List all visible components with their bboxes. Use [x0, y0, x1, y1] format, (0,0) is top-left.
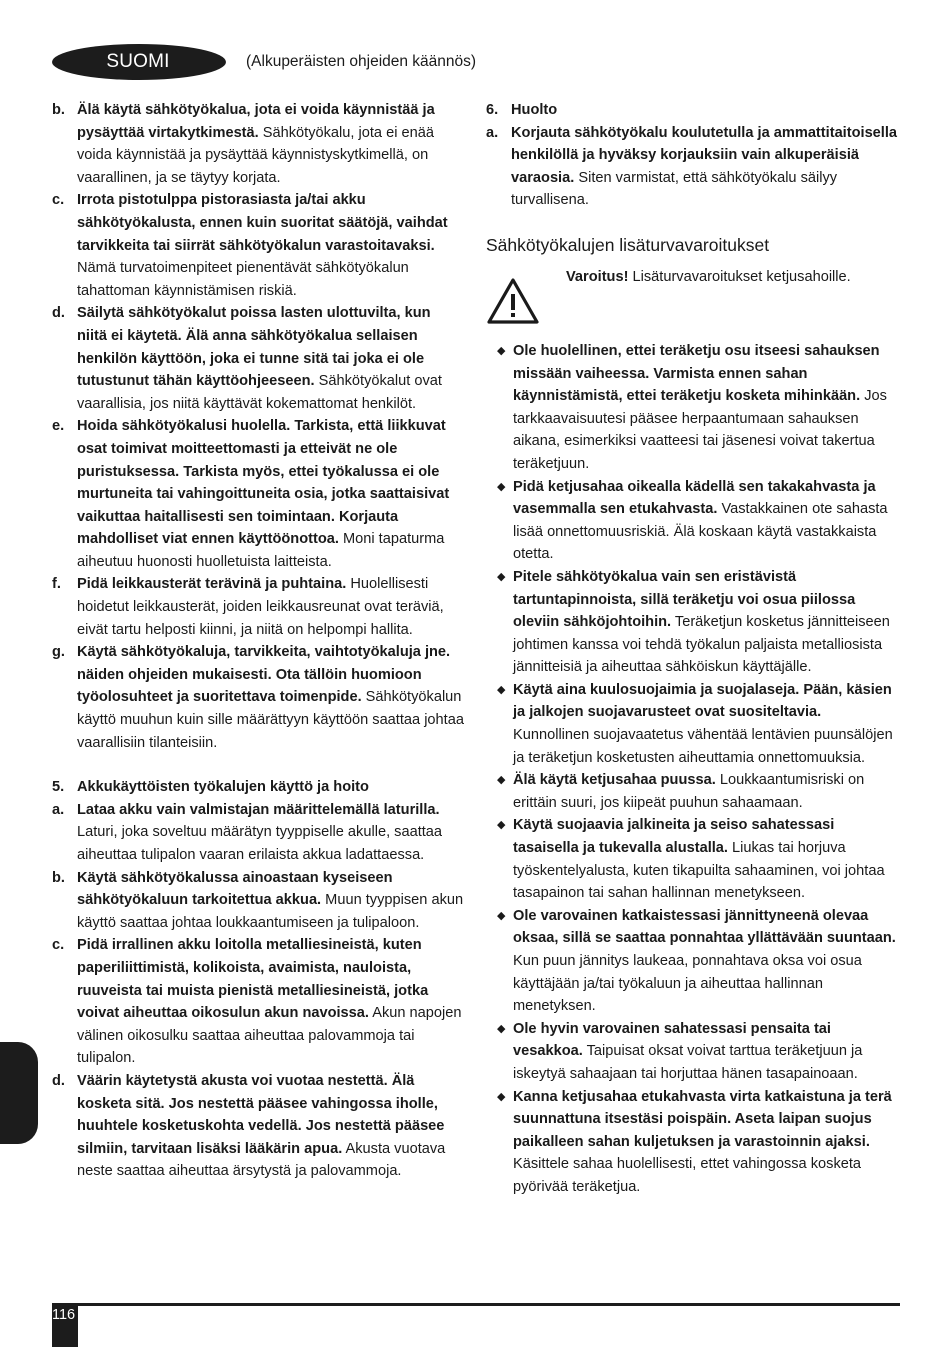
list-item: ◆ Pitele sähkötyökalua vain sen eristävistä tartuntapinnoista, sillä teräketju voi osua piilossa oleviin sähköjohtoihin. Teräketjun kosketus jännitteiseen johtimen kanssa voi tehdä työkalun paljaista metalliosista jännitteisiä ja aiheuttaa sähköiskun käyttäjälle. [486, 566, 900, 679]
diamond-bullet-icon: ◆ [497, 909, 506, 922]
list-item: ◆ Käytä aina kuulosuojaimia ja suojalaseja. Pään, käsien ja jalkojen suojavarusteet ovat suositeltavia. Kunnollinen suojavaatetus vähentää lentävien puunsälöjen ja teräketjun kosketusten aiheuttamia onnettomuuksia. [486, 679, 900, 769]
right-column [486, 99, 900, 1199]
language-label: SUOMI [106, 51, 170, 72]
page-number-box [52, 1303, 78, 1347]
section-heading: 6. Huolto [486, 102, 558, 118]
left-column [52, 99, 464, 1183]
list-item: f. Pidä leikkausterät terävinä ja puhtaina. Huolellisesti hoidetut leikkausterät, joiden leikkausreunat ovat teräviä, eivät tartu helposti kiinni, ja niitä on helpompi hallita. [52, 576, 444, 638]
list-item: d. Väärin käytetystä akusta voi vuotaa nestettä. Älä kosketa sitä. Jos nestettä pääsee vahingossa iholle, huuhtele kosketuskohta vedellä. Jos nestettä pääsee silmiin, tarvitaan lisäksi lääkärin apua. Akusta vuotava neste saattaa aiheuttaa ärsytystä ja palovammoja. [52, 1072, 446, 1180]
list-item: b. Älä käytä sähkötyökalua, jota ei voida käynnistää ja pysäyttää virtakytkimestä. Sähkötyökalu, jota ei enää voida käynnistää ja pysäyttää käynnistyskytkimellä, on vaarallinen, ja se täytyy korjata. [52, 102, 435, 186]
list-item: ◆ Älä käytä ketjusahaa puussa. Loukkaantumisriski on erittäin suuri, jos kiipeät puuhun sahaamaan. [486, 769, 900, 814]
side-thumb-tab [0, 1042, 38, 1144]
diamond-bullet-icon: ◆ [497, 480, 506, 493]
list-item: b. Käytä sähkötyökalussa ainoastaan kyseiseen sähkötyökaluun tarkoitettua akkua. Muun tyyppisen akun käyttö saattaa johtaa loukkaantumiseen ja tulipaloon. [52, 869, 464, 931]
language-badge [52, 44, 226, 80]
list-item: a. Lataa akku vain valmistajan määrittelemällä laturilla. Laturi, joka soveltuu määrätyn tyyppiselle akulle, saattaa aiheuttaa tulipalon vaaran erilaista akkua ladattaessa. [52, 801, 443, 863]
diamond-bullet-icon: ◆ [497, 819, 506, 832]
diamond-bullet-icon: ◆ [497, 1090, 506, 1103]
list-item: ◆ Ole huolellinen, ettei teräketju osu itseesi sahauksen missään vaiheessa. Varmista ennen sahan käynnistämistä, ettei teräketju kosketa mihinkään. Jos tarkkaavaisuutesi pääsee herpaantumaan sahauksen aikana, esimerkiksi vaatteesi tai jäsenesi voivat takertua teräketjuun. [486, 340, 900, 476]
footer-rule [52, 1303, 900, 1306]
diamond-bullet-icon: ◆ [497, 570, 506, 583]
list-item: d. Säilytä sähkötyökalut poissa lasten ulottuvilta, kun niitä ei käytetä. Älä anna sähkötyökalua sellaisen henkilön käyttöön, joka ei tunne sitä tai joka ei ole tutustunut tähän käyttöohjeeseen. Sähkötyökalut ovat vaarallisia, jos niitä käyttävät kokemattomat henkilöt. [52, 305, 442, 412]
page-number: 116 [52, 1307, 76, 1323]
list-item: a. Korjauta sähkötyökalu koulutetulla ja ammattitaitoisella henkilöllä ja hyväksy korjauksiin vain alkuperäisiä varaosia. Siten varmistat, että sähkötyökalu säilyy turvallisena. [486, 124, 898, 209]
list-item: ◆ Pidä ketjusahaa oikealla kädellä sen takakahvasta ja vasemmalla sen etukahvasta. Vastakkainen ote sahasta lisää onnettomuusriskiä. Älä koskaan käytä vastakkaista otetta. [486, 476, 900, 566]
list-item: ◆ Kanna ketjusahaa etukahvasta virta katkaistuna ja terä suunnattuna itsestäsi poispäin. Aseta laipan suojus paikalleen sahan kuljetuksen ja varastoinnin ajaksi. Käsittele sahaa huolellisesti, ettet vahingossa kosketa pyörivää teräketjua. [486, 1086, 900, 1199]
list-item: c. Irrota pistotulppa pistorasiasta ja/tai akku sähkötyökalusta, ennen kuin suoritat säätöjä, vaihdat tarvikkeita tai siirrät sähkötyökalun varastoitavaksi. Nämä turvatoimenpiteet pienentävät sähkötyökalun tahattoman käynnistämisen riskiä. [52, 192, 448, 299]
section-title: Sähkötyökalujen lisäturvavaroitukset [486, 234, 770, 255]
list-item: ◆ Ole hyvin varovainen sahatessasi pensaita tai vesakkoa. Taipuisat oksat voivat tarttua teräketjuun ja iskeytyä sahaajaan tai horjuttaa hänen tasapainoaan. [486, 1018, 900, 1086]
translation-note: (Alkuperäisten ohjeiden käännös) [246, 53, 477, 70]
list-item: g. Käytä sähkötyökaluja, tarvikkeita, vaihtotyökaluja jne. näiden ohjeiden mukaisesti. Ota tällöin huomioon työolosuhteet ja suoritettava toimenpide. Sähkötyökalun käyttö muuhun kuin sille määrättyyn käyttöön saattaa johtaa vaarallisiin tilanteisiin. [52, 644, 464, 751]
diamond-bullet-icon: ◆ [497, 1022, 506, 1035]
warning-triangle-icon [486, 266, 566, 340]
diamond-bullet-icon: ◆ [497, 774, 506, 787]
list-item: c. Pidä irrallinen akku loitolla metalliesineistä, kuten paperiliittimistä, kolikoista, avaimista, nauloista, ruuveista tai muista pienistä metalliesineistä, jotka voivat aiheuttaa oikosulun akun navoissa. Akun napojen välinen oikosulku saattaa aiheuttaa palovammoja tai tulipalon. [52, 937, 462, 1067]
list-item: e. Hoida sähkötyökalusi huolella. Tarkista, että liikkuvat osat toimivat moitteettomasti ja etteivät ne ole puristuksessa. Tarkista myös, ettei työkalussa ei ole murtuneita tai vahingoittuneita osia, jotka saattaisivat vaikuttaa haitallisesti sen toimintaan. Korjauta mahdolliset viat ennen käyttöönottoa. Moni tapaturma aiheutuu huonosti huolletuista laitteista. [52, 418, 450, 570]
warning-block: Varoitus! Lisäturvavaroitukset ketjusahoille. [486, 266, 900, 340]
diamond-bullet-icon: ◆ [497, 683, 506, 696]
section-heading: 5. Akkukäyttöisten työkalujen käyttö ja hoito [52, 779, 369, 796]
safety-bullet-list [486, 340, 900, 1199]
list-item: ◆ Ole varovainen katkaistessasi jännittyneenä olevaa oksaa, sillä se saattaa ponnahtaa yllättävään suuntaan. Kun puun jännitys laukeaa, ponnahtava oksa voi osua käyttäjään ja/tai työkaluun ja aiheuttaa hallinnan menetyksen. [486, 905, 900, 1018]
list-item: ◆ Käytä suojaavia jalkineita ja seiso sahatessasi tasaisella ja tukevalla alustalla. Liukas tai horjuva työskentelyalusta, kuten tikapuilta sahaaminen, voi johtaa tasapainon tai sahan hallinnan menetykseen. [486, 814, 900, 904]
diamond-bullet-icon: ◆ [497, 344, 506, 357]
